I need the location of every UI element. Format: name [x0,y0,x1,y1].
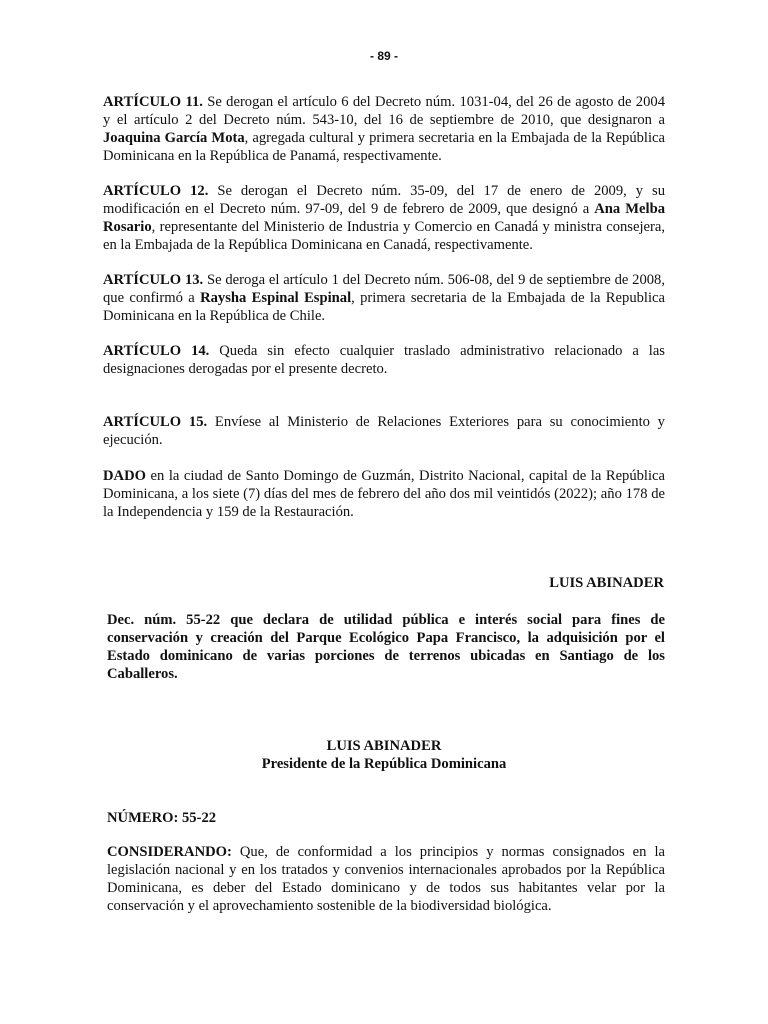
article-14 [103,342,665,378]
considerando-paragraph [107,843,665,915]
article-12-heading: ARTÍCULO 12. [103,183,209,199]
article-13 [103,271,665,325]
article-11-text-1: Se derogan el artículo 6 del Decreto núm. 1031-04, del 26 de agosto de 2004 y el artículo 2 del Decreto núm. 543-10, del 16 de septiembre de 2010, que designaron a [103,94,665,128]
decree-title: Dec. núm. 55-22 que declara de utilidad pública e interés social para fines de conservación y creación del Parque Ecológico Papa Francisco, la adquisición por el Estado dominicano de varias porciones de terrenos ubicadas en Santiago de los Caballeros. [107,612,665,682]
article-11-heading: ARTÍCULO 11. [103,94,203,110]
considerando-heading: CONSIDERANDO: [107,844,232,860]
article-15 [103,413,665,449]
president-block [0,737,768,773]
page-number: - 89 - [369,49,398,63]
article-15-heading: ARTÍCULO 15. [103,414,208,430]
considerando-text: Que, de conformidad a los principios y normas consignados en la legislación nacional y en los tratados y convenios internacionales aprobados por la República Dominicana, es deber del Estado dominicano y de todos sus habitantes velar por la conservación y el aprovechamiento sostenible de la biodiversidad biológica. [107,844,665,914]
article-12-text-1: Se derogan el Decreto núm. 35-09, del 17 de enero de 2009, y su modificación en el Decreto núm. 97-09, del 9 de febrero de 2009, que designó a [103,183,665,217]
article-12-person: Ana Melba Rosario [103,201,665,235]
article-13-person: Raysha Espinal Espinal [200,290,352,306]
article-15-text: Envíese al Ministerio de Relaciones Exteriores para su conocimiento y ejecución. [103,414,665,448]
article-11-text-2: , agregada cultural y primera secretaria en la Embajada de la República Dominicana en la República de Panamá, respectivamente. [103,130,665,164]
article-13-heading: ARTÍCULO 13. [103,272,204,288]
dado-text: en la ciudad de Santo Domingo de Guzmán, Distrito Nacional, capital de la República Dominicana, a los siete (7) días del mes de febrero del año dos mil veintidós (2022); año 178 de la Independencia y 159 de la Restauración. [103,468,665,520]
president-title: Presidente de la República Dominicana [261,756,507,772]
dado-heading: DADO [103,468,146,484]
decree-number: NÚMERO: 55-22 [107,810,217,826]
article-12-text-2: , representante del Ministerio de Industria y Comercio en Canadá y ministra consejera, en la Embajada de la República Dominicana en Canadá, respectivamente. [103,219,665,253]
president-name: LUIS ABINADER [326,738,442,754]
article-11-person: Joaquina García Mota [103,130,245,146]
dado-paragraph [103,467,665,521]
article-12 [103,182,665,254]
article-13-text-1: Se deroga el artículo 1 del Decreto núm. 506-08, del 9 de septiembre de 2008, que confirmó a [103,272,665,306]
article-13-text-2: , primera secretaria de la Embajada de la Republica Dominicana en la República de Chile. [103,290,665,324]
signature: LUIS ABINADER [549,575,664,591]
article-14-text: Queda sin efecto cualquier traslado administrativo relacionado a las designaciones derogadas por el presente decreto. [103,343,665,377]
article-11 [103,93,665,165]
article-14-heading: ARTÍCULO 14. [103,343,210,359]
